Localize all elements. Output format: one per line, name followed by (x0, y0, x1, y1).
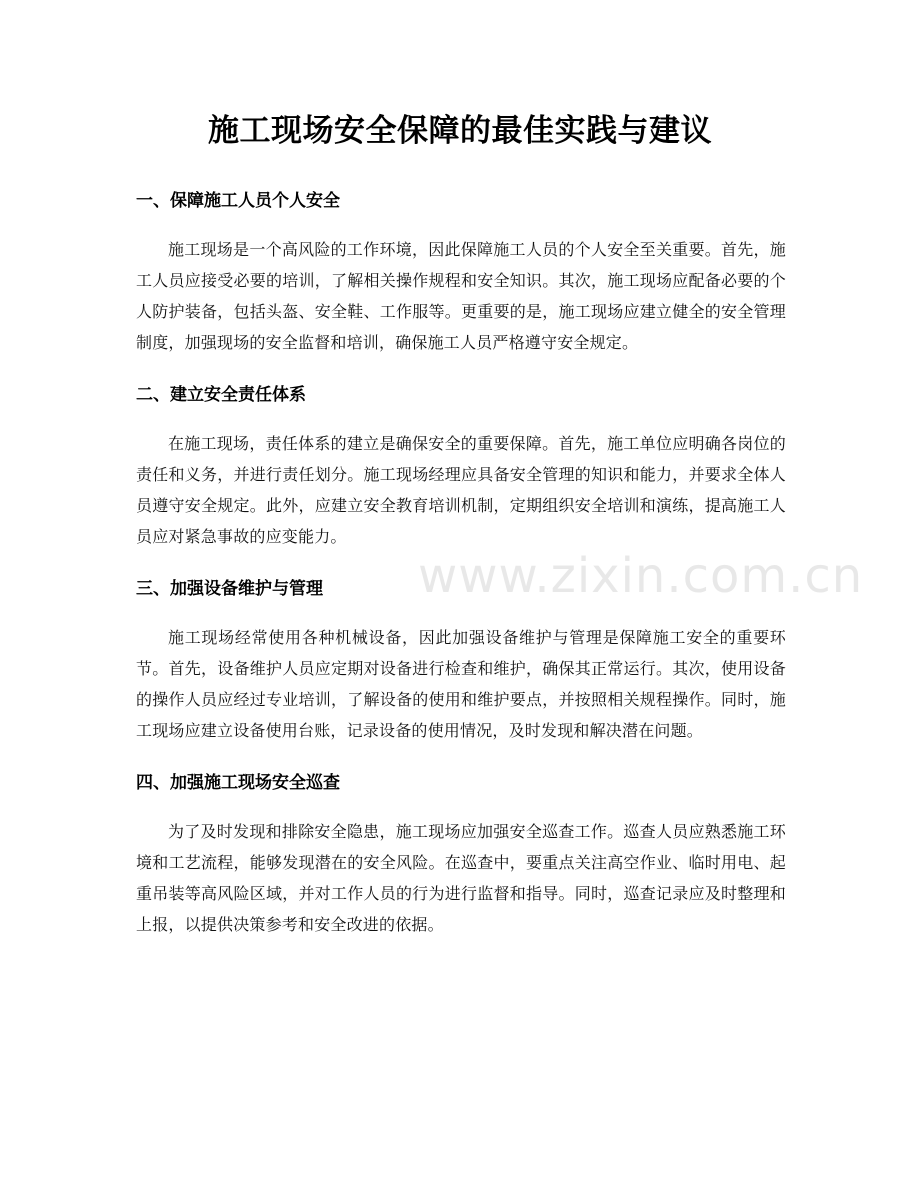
document-content (136, 181, 786, 957)
section-heading: 二、建立安全责任体系 (136, 385, 306, 405)
section-paragraph: 施工现场经常使用各种机械设备，因此加强设备维护与管理是保障施工安全的重要环节。首先，设备维护人员应定期对设备进行检查和维护，确保其正常运行。其次，使用设备的操作人员应经过专业培训，了解设备的使用和维护要点，并按照相关规程操作。同时，施工现场应建立设备使用台账，记录设备的使用情况，及时发现和解决潜在问题。 (136, 628, 786, 740)
document-title: 施工现场安全保障的最佳实践与建议 (208, 113, 712, 149)
watermark: www.zixin.com.cn (418, 548, 864, 604)
section-paragraph: 在施工现场，责任体系的建立是确保安全的重要保障。首先，施工单位应明确各岗位的责任和义务，并进行责任划分。施工现场经理应具备安全管理的知识和能力，并要求全体人员遵守安全规定。此外，应建立安全教育培训机制，定期组织安全培训和演练，提高施工人员应对紧急事故的应变能力。 (136, 434, 786, 546)
section-paragraph: 施工现场是一个高风险的工作环境，因此保障施工人员的个人安全至关重要。首先，施工人员应接受必要的培训，了解相关操作规程和安全知识。其次，施工现场应配备必要的个人防护装备，包括头盔、安全鞋、工作服等。更重要的是，施工现场应建立健全的安全管理制度，加强现场的安全监督和培训，确保施工人员严格遵守安全规定。 (136, 240, 786, 352)
section-4 (136, 763, 786, 940)
section-heading: 一、保障施工人员个人安全 (136, 191, 340, 211)
section-1 (136, 181, 786, 358)
section-heading: 四、加强施工现场安全巡查 (136, 773, 340, 793)
section-heading: 三、加强设备维护与管理 (136, 579, 323, 599)
section-paragraph: 为了及时发现和排除安全隐患，施工现场应加强安全巡查工作。巡查人员应熟悉施工环境和工艺流程，能够发现潜在的安全风险。在巡查中，要重点关注高空作业、临时用电、起重吊装等高风险区域，并对工作人员的行为进行监督和指导。同时，巡查记录应及时整理和上报，以提供决策参考和安全改进的依据。 (136, 822, 786, 934)
section-2 (136, 375, 786, 552)
section-3 (136, 569, 786, 746)
